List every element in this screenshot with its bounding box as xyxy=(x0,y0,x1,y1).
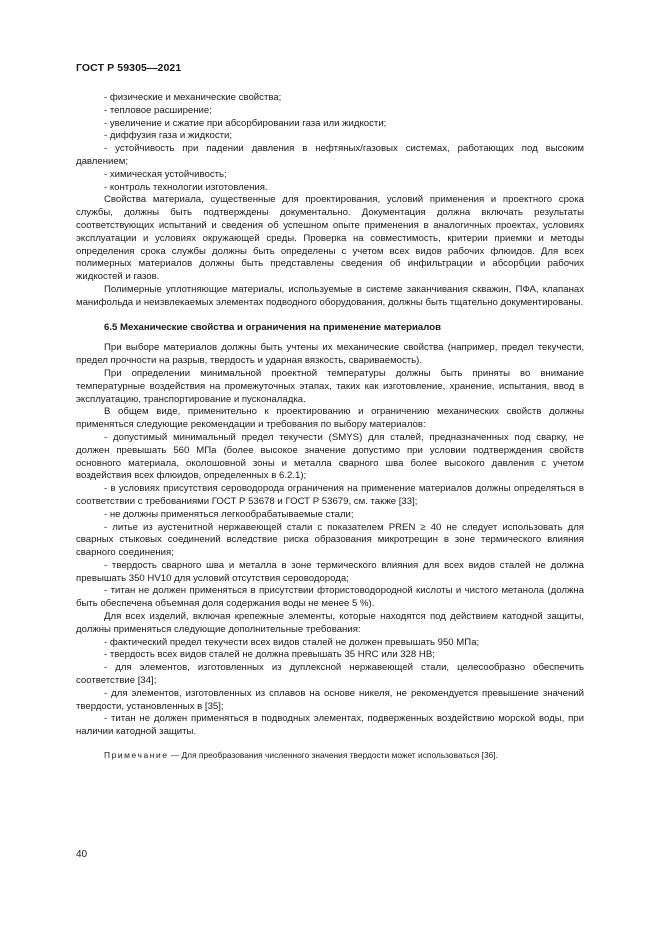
list-item: - допустимый минимальный предел текучести (SMYS) для сталей, предназначенных под сварку, не должен превышать 560 МПа (более высокое значение допустимо при условии подтверждения свойств основного материала, околошовной зоны и металла сварного шва более высокого давления с учетом воздействия всех флюидов, определенных в 6.2.1); xyxy=(76,431,584,482)
list-item: - фактический предел текучести всех видов сталей не должен превышать 950 МПа; xyxy=(104,636,480,648)
document-body xyxy=(76,92,584,762)
list-item: - увеличение и сжатие при абсорбировании газа или жидкости; xyxy=(104,117,387,129)
list-item: - для элементов, изготовленных из дуплексной нержавеющей стали, целесообразно обеспечить соответствие [34]; xyxy=(76,662,584,687)
note-label: Примечание xyxy=(104,750,169,761)
list-item: - для элементов, изготовленных из сплавов на основе никеля, не рекомендуется превышение значений твердости, установленных в [35]; xyxy=(76,687,584,712)
note-text: — Для преобразования численного значения твердости может использоваться [36]. xyxy=(168,750,498,761)
paragraph: В общем виде, применительно к проектированию и ограничению механических свойств должны применяться следующие рекомендации и требования по выбору материалов: xyxy=(76,406,584,431)
paragraph: При определении минимальной проектной температуры должны быть приняты во внимание температурные воздействия на промежуточных этапах, таких как изготовление, хранение, испытания, ввод в эксплуатацию, транспортирование и пусконаладка. xyxy=(76,367,584,405)
list-item: - в условиях присутствия сероводорода ограничения на применение материалов должны определяться в соответствии с требованиями ГОСТ Р 53678 и ГОСТ Р 53679, см. также [33]; xyxy=(76,483,584,507)
list-item: - контроль технологии изготовления. xyxy=(104,181,268,193)
list-item: - устойчивость при падении давления в нефтяных/газовых системах, работающих под высоким давлением; xyxy=(76,143,584,167)
paragraph: При выборе материалов должны быть учтены их механические свойства (например, предел текучести, предел прочности на разрыв, твердость и ударная вязкость, свариваемость). xyxy=(76,342,584,367)
page-number: 40 xyxy=(76,849,88,860)
list-item: - тепловое расширение; xyxy=(104,104,212,116)
list-item: - твердость сварного шва и металла в зоне термического влияния для всех видов сталей не должна превышать 350 HV10 для условий отсутствия сероводорода; xyxy=(76,559,584,584)
list-item: - диффузия газа и жидкости; xyxy=(104,130,233,142)
section-heading: 6.5 Механические свойства и ограничения на применение материалов xyxy=(104,321,441,333)
list-item: - не должны применяться легкообрабатываемые стали; xyxy=(104,508,354,520)
note xyxy=(76,749,584,762)
list-item: - физические и механические свойства; xyxy=(104,92,282,103)
paragraph: Для всех изделий, включая крепежные элементы, которые находятся под действием катодной защиты, должны применяться следующие дополнительные требования: xyxy=(76,611,584,635)
paragraph: Свойства материала, существенные для проектирования, условий применения и проектного срока службы, должны быть подтверждены документально. Документация должна включать результаты соответствующих испытаний и сведения об успешном опыте применения в аналогичных проектах, условиях эксплуатации и условиях окружающей среды. Проверка на совместимость, критерии приемки и методы определения срока службы должны быть определены с учетом всех видов рабочих флюидов. Для всех полимерных материалов должны быть представлены сведения об инфильтрации и абсорбции рабочих жидкостей и газов. xyxy=(76,194,584,283)
document-header: ГОСТ Р 59305—2021 xyxy=(76,62,182,74)
list-item: - титан не должен применяться в подводных элементах, подверженных воздействию морской воды, при наличии катодной защиты. xyxy=(76,713,584,738)
list-item: - химическая устойчивость; xyxy=(104,168,227,180)
list-item: - титан не должен применяться в присутствии фтористоводородной кислоты и чистого метанола (должна быть обеспечена объемная доля содержания воды не менее 5 %). xyxy=(76,585,584,610)
list-item: - твердость всех видов сталей не должна превышать 35 HRC или 328 HB; xyxy=(104,649,435,661)
list-item: - литье из аустенитной нержавеющей стали с показателем PREN ≥ 40 не следует использовать для сварных стыковых соединений вследствие риска образования микротрещин в зоне термического влияния сварного соединения; xyxy=(76,521,584,559)
paragraph: Полимерные уплотняющие материалы, используемые в системе заканчивания скважин, ПФА, клапанах манифольда и неизвлекаемых элементах подводного оборудования, должны быть тщательно документированы. xyxy=(76,283,584,308)
